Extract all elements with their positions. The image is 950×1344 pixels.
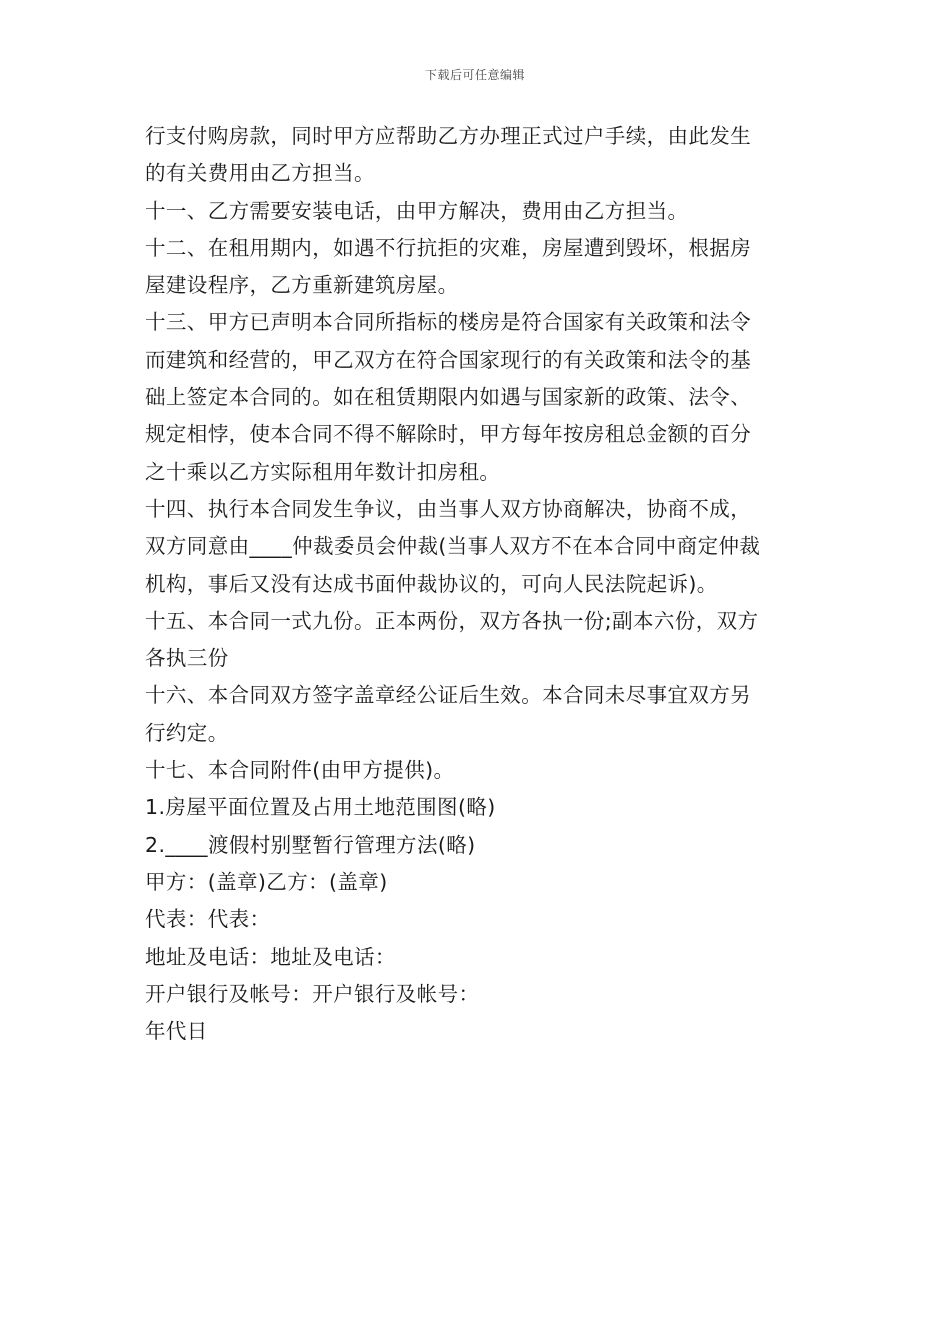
signature-date-line: 年代日 — [145, 1019, 208, 1044]
text-line: 而建筑和经营的，甲乙双方在符合国家现行的有关政策和法令的基 — [145, 347, 752, 372]
text-line: 各执三份 — [145, 646, 229, 671]
clause-12: 十二、在租用期内，如遇不行抗拒的灾难，房屋遭到毁坏，根据房 — [145, 235, 752, 260]
attachment-2: 2.____渡假村别墅暂行管理方法(略) — [145, 832, 476, 857]
header-note: 下载后可任意编辑 — [424, 68, 525, 82]
signature-party-line: 甲方：(盖章)乙方：(盖章) — [145, 869, 388, 894]
attachment-1: 1.房屋平面位置及占用土地范围图(略) — [145, 795, 496, 820]
text-line: 础上签定本合同的。如在租赁期限内如遇与国家新的政策、法令、 — [145, 385, 752, 410]
text-line: 双方同意由____仲裁委员会仲裁(当事人双方不在本合同中商定仲裁 — [145, 534, 761, 559]
signature-address-line: 地址及电话：地址及电话： — [145, 944, 396, 969]
text-line: 之十乘以乙方实际租用年数计扣房租。 — [145, 459, 501, 484]
signature-representative-line: 代表：代表： — [145, 907, 271, 932]
document-body — [145, 118, 815, 1050]
text-line: 机构，事后又没有达成书面仲裁协议的，可向人民法院起诉)。 — [145, 571, 718, 596]
clause-15: 十五、本合同一式九份。正本两份，双方各执一份;副本六份，双方 — [145, 608, 759, 633]
clause-13: 十三、甲方已声明本合同所指标的楼房是符合国家有关政策和法令 — [145, 310, 752, 335]
signature-bank-line: 开户银行及帐号：开户银行及帐号： — [145, 981, 480, 1006]
clause-17: 十七、本合同附件(由甲方提供)。 — [145, 758, 455, 783]
text-line: 屋建设程序，乙方重新建筑房屋。 — [145, 273, 459, 298]
text-line: 规定相悖，使本合同不得不解除时，甲方每年按房租总金额的百分 — [145, 422, 752, 447]
clause-16: 十六、本合同双方签字盖章经公证后生效。本合同未尽事宜双方另 — [145, 683, 752, 708]
text-line: 行约定。 — [145, 720, 229, 745]
clause-14: 十四、执行本合同发生争议，由当事人双方协商解决，协商不成， — [145, 496, 752, 521]
text-line: 行支付购房款，同时甲方应帮助乙方办理正式过户手续，由此发生 — [145, 124, 752, 148]
text-line: 的有关费用由乙方担当。 — [145, 161, 375, 186]
clause-11: 十一、乙方需要安装电话，由甲方解决，费用由乙方担当。 — [145, 198, 689, 223]
